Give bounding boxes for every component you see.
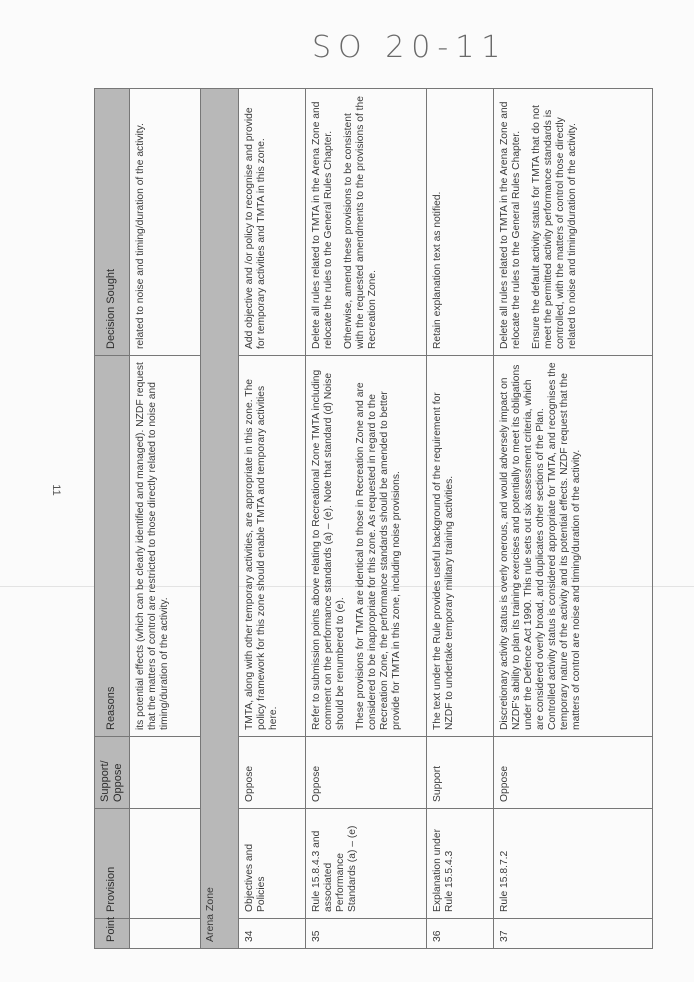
submission-table-wrapper: [94, 89, 653, 949]
table-row: [306, 89, 427, 949]
row-point: 37: [494, 919, 653, 949]
continuation-reasons: its potential effects (which can be clearly identified and managed). NZDF request that the matters of control are restricted to those directly related to noise and timing/duration of the activity.: [129, 356, 200, 737]
row-point: 34: [239, 919, 306, 949]
header-point: Point: [95, 919, 130, 949]
rotated-page-content: [94, 89, 653, 949]
decision-paragraph: Add objective and /or policy to recognise and provide for temporary activities and TMTA in this zone.: [244, 107, 268, 349]
row-provision: Rule 15.8.4.3 and associated Performance Standards (a) – (e): [306, 809, 427, 919]
row-support-oppose: Oppose: [494, 737, 653, 809]
decision-paragraph: Retain explanation text as notified.: [432, 191, 443, 349]
decision-paragraph: Delete all rules related to TMTA in the Arena Zone and relocate the rules to the General Rules Chapter.: [311, 101, 335, 349]
header-provision: Provision: [95, 809, 130, 919]
row-reasons: [427, 356, 494, 737]
continuation-support: [129, 737, 200, 809]
row-support-oppose: Support: [427, 737, 494, 809]
row-support-oppose: Oppose: [239, 737, 306, 809]
row-decision: [427, 89, 494, 356]
table-row: [239, 89, 306, 949]
table-row: [427, 89, 494, 949]
table-row: [494, 89, 653, 949]
reasons-paragraph: These provisions for TMTA are identical to those in Recreation Zone and are considered to be inappropriate for this zone. As requested in regard to the Recreation Zone, the performance standards should be amended to better provide for TMTA in this zone, including noise provisions.: [355, 382, 403, 730]
row-reasons: [306, 356, 427, 737]
continuation-row: [129, 89, 200, 949]
submission-table: [94, 88, 653, 949]
page-number-text: 11: [50, 484, 62, 496]
reasons-paragraph: Discretionary activity status is overly onerous, and would adversely impact on NZDF's ability to plan its training exercises and potentially to meet its obligations under the Defence Act 1990. This rule sets out six assessment criteria, which are considered overly broad, and duplicates other sections of the Plan. Controlled activity status is considered appropriate for TMTA, and recognises the temporary nature of the activity and its potential effects. NZDF request that the matters of control are noise and timing/duration of the activity.: [499, 362, 583, 730]
header-row: [95, 89, 130, 949]
continuation-decision: related to noise and timing/duration of the activity.: [129, 89, 200, 356]
header-reasons: Reasons: [95, 356, 130, 737]
header-decision-sought: Decision Sought: [95, 89, 130, 356]
row-decision: [239, 89, 306, 356]
row-provision: Rule 15.8.7.2: [494, 809, 653, 919]
row-provision: Objectives and Policies: [239, 809, 306, 919]
continuation-provision: [129, 809, 200, 919]
continuation-point: [129, 919, 200, 949]
reasons-paragraph: The text under the Rule provides useful background of the requirement for NZDF to undertake temporary military training activities.: [432, 392, 456, 730]
row-decision: [306, 89, 427, 356]
row-reasons: [239, 356, 306, 737]
decision-paragraph: Ensure the default activity status for TMTA that do not meet the permitted activity performance standards is controlled, with the matters of control those directly related to noise and timing/duration of the activity.: [531, 104, 579, 349]
row-decision: [494, 89, 653, 356]
row-reasons: [494, 356, 653, 737]
row-point: 36: [427, 919, 494, 949]
decision-paragraph: Otherwise, amend these provisions to be consistent with the requested amendments to the provisions of the Recreation Zone.: [343, 96, 379, 349]
page-number: [44, 470, 68, 510]
reasons-paragraph: TMTA, along with other temporary activities, are appropriate in this zone. The policy framework for this zone should enable TMTA and temporary activities here.: [244, 378, 280, 730]
reasons-paragraph: Refer to submission points above relating to Recreational Zone TMTA including comment on the performance standards (a) – (e). Note that standard (d) Noise should be renumbered to (e).: [311, 369, 347, 730]
zone-header-row: [200, 89, 238, 949]
decision-paragraph: Delete all rules related to TMTA in the Arena Zone and relocate the rules to the General Rules Chapter.: [499, 101, 523, 349]
row-provision: Explanation under Rule 15.5.4.3: [427, 809, 494, 919]
row-support-oppose: Oppose: [306, 737, 427, 809]
row-point: 35: [306, 919, 427, 949]
zone-label: Arena Zone: [200, 89, 238, 949]
header-support-oppose: Support/ Oppose: [95, 737, 130, 809]
handwritten-note: SO 20-11: [312, 30, 508, 65]
